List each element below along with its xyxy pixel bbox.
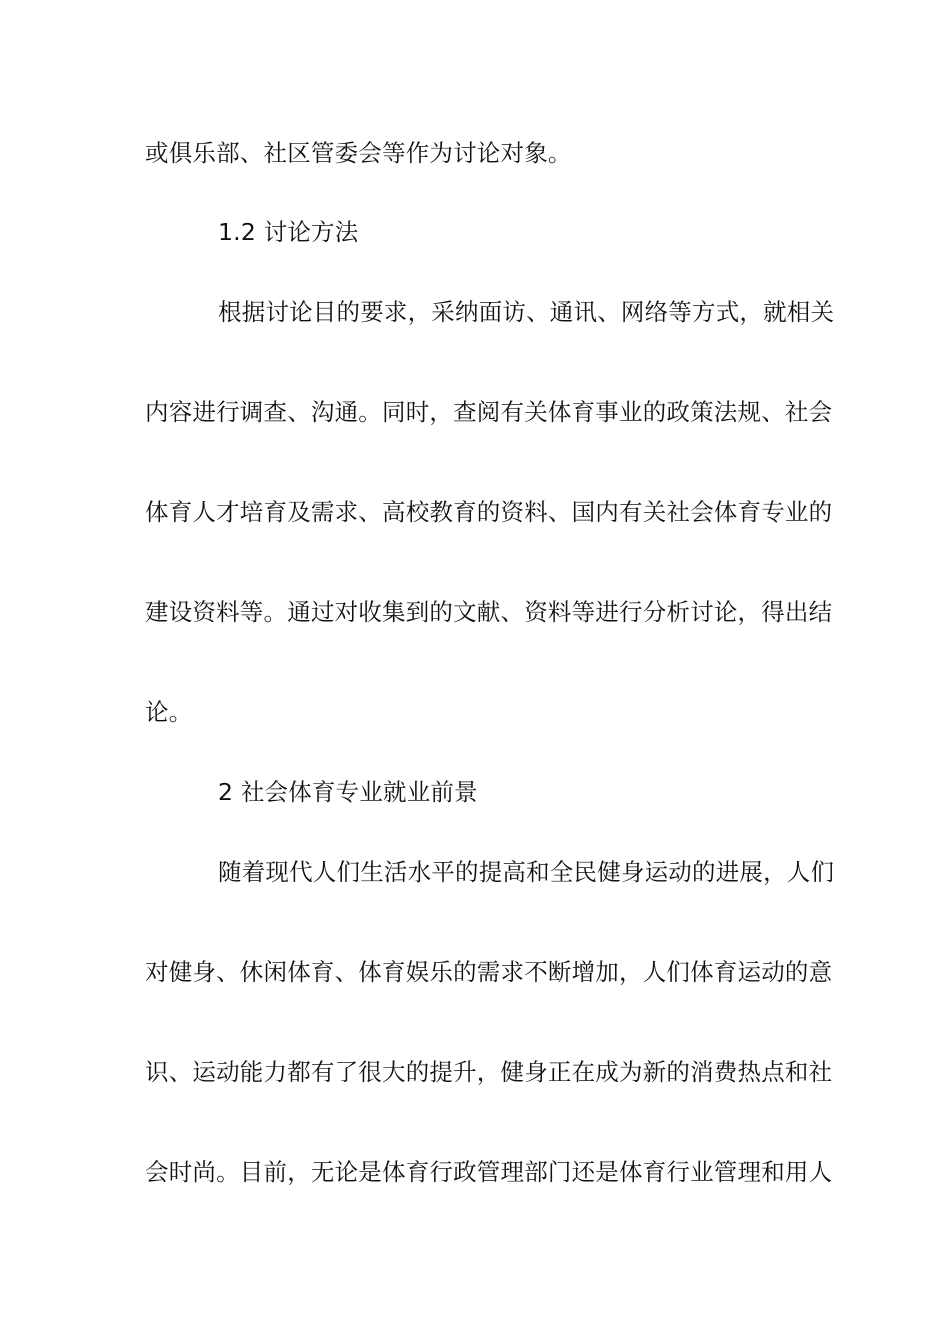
- section-heading-2: 2 社会体育专业就业前景: [218, 778, 478, 806]
- paragraph-line-6: 论。: [145, 698, 193, 726]
- paragraph-line-5: 建设资料等。通过对收集到的文献、资料等进行分析讨论，得出结: [145, 598, 833, 626]
- paragraph-line-4: 体育人才培育及需求、高校教育的资料、国内有关社会体育专业的: [145, 498, 833, 526]
- paragraph-line-2: 根据讨论目的要求，采纳面访、通讯、网络等方式，就相关: [218, 298, 835, 326]
- paragraph-line-8: 对健身、休闲体育、体育娱乐的需求不断增加，人们体育运动的意: [145, 958, 833, 986]
- paragraph-line-3: 内容进行调查、沟通。同时，查阅有关体育事业的政策法规、社会: [145, 398, 833, 426]
- paragraph-line-10: 会时尚。目前，无论是体育行政管理部门还是体育行业管理和用人: [145, 1158, 833, 1186]
- section-heading-1-2: 1.2 讨论方法: [218, 218, 359, 246]
- paragraph-line-7: 随着现代人们生活水平的提高和全民健身运动的进展，人们: [218, 858, 835, 886]
- paragraph-line-1: 或俱乐部、社区管委会等作为讨论对象。: [145, 139, 572, 167]
- paragraph-line-9: 识、运动能力都有了很大的提升，健身正在成为新的消费热点和社: [145, 1058, 833, 1086]
